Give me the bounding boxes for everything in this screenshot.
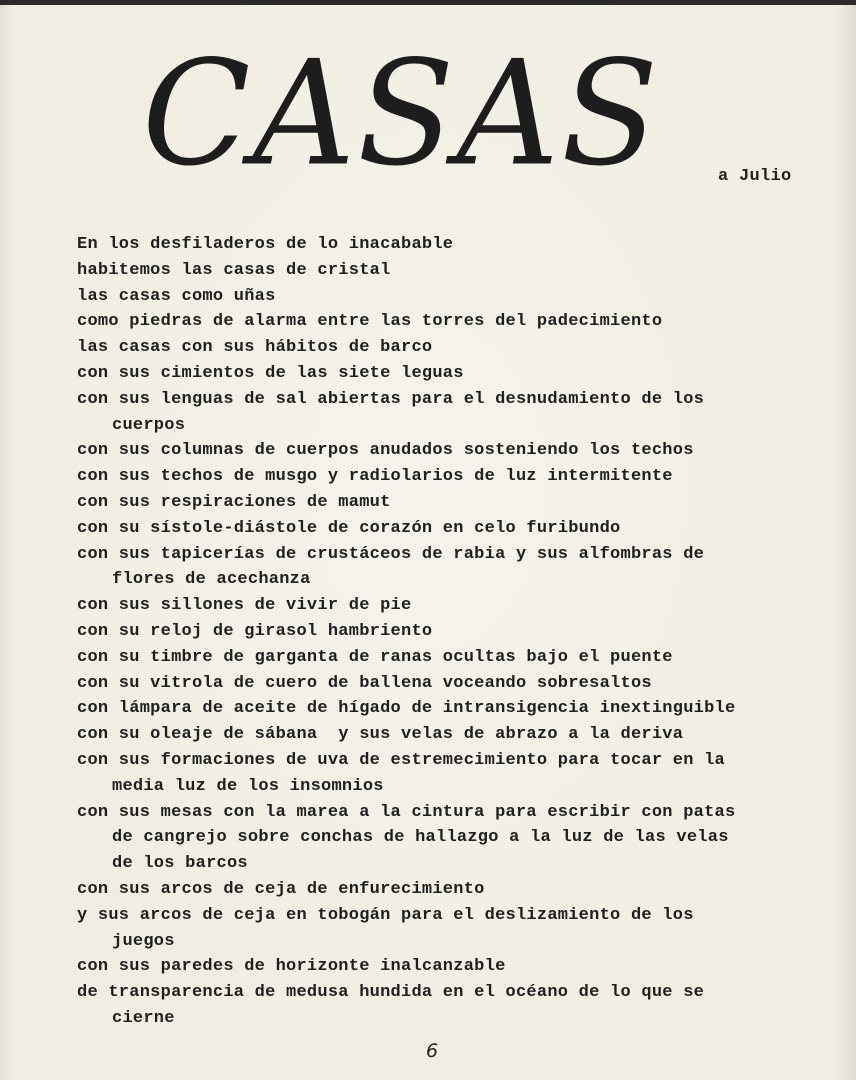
verse-line: con sus formaciones de uva de estremecimiento para tocar en la: [77, 750, 726, 770]
poem-title: CASAS: [142, 29, 661, 199]
verse-line-continuation: media luz de los insomnios: [112, 776, 384, 796]
verse-line: con su reloj de girasol hambriento: [77, 621, 433, 641]
verse-line: con sus cimientos de las siete leguas: [77, 363, 464, 383]
verse-line: de transparencia de medusa hundida en el océano de lo que se: [77, 983, 705, 1003]
verse-line: con su sístole-diástole de corazón en celo furibundo: [77, 518, 621, 538]
verse-line: con sus columnas de cuerpos anudados sosteniendo los techos: [77, 441, 694, 461]
verse-line: En los desfiladeros de lo inacabable: [77, 235, 454, 254]
verse-line: con lámpara de aceite de hígado de intransigencia inextinguible: [77, 699, 736, 719]
verse-line: con sus arcos de ceja de enfurecimiento: [77, 879, 485, 899]
verse-line: y sus arcos de ceja en tobogán para el deslizamiento de los: [77, 905, 694, 925]
verse-line: con sus mesas con la marea a la cintura para escribir con patas: [77, 802, 736, 822]
verse-line: las casas como uñas: [77, 286, 276, 306]
verse-line: habitemos las casas de cristal: [77, 260, 391, 280]
verse-line: con su vitrola de cuero de ballena voceando sobresaltos: [77, 673, 652, 693]
verse-line-continuation: de los barcos: [112, 854, 248, 874]
verse-line: las casas con sus hábitos de barco: [77, 338, 433, 358]
verse-line: con sus techos de musgo y radiolarios de luz intermitente: [77, 467, 673, 487]
verse-line: con sus sillones de vivir de pie: [77, 596, 412, 616]
verse-line-continuation: cierne: [112, 1008, 175, 1028]
poem-dedication: a Julio: [718, 167, 792, 186]
verse-line-continuation: flores de acechanza: [112, 570, 311, 590]
verse-line-continuation: cuerpos: [112, 415, 186, 435]
verse-line-continuation: juegos: [112, 931, 175, 951]
verse-line-continuation: de cangrejo sobre conchas de hallazgo a la luz de las velas: [112, 828, 729, 848]
verse-line: con su oleaje de sábana y sus velas de abrazo a la deriva: [77, 725, 684, 745]
verse-line: con sus paredes de horizonte inalcanzable: [77, 957, 506, 977]
verse-line: como piedras de alarma entre las torres del padecimiento: [77, 312, 663, 332]
scan-top-edge: [0, 0, 856, 5]
verse-line: con su timbre de garganta de ranas ocultas bajo el puente: [77, 647, 673, 667]
verse-line: con sus respiraciones de mamut: [77, 492, 391, 512]
page-number: 6: [426, 1040, 439, 1062]
verse-line: con sus lenguas de sal abiertas para el desnudamiento de los: [77, 389, 705, 409]
verse-line: con sus tapicerías de crustáceos de rabia y sus alfombras de: [77, 544, 705, 564]
poem-body: [77, 232, 817, 1032]
